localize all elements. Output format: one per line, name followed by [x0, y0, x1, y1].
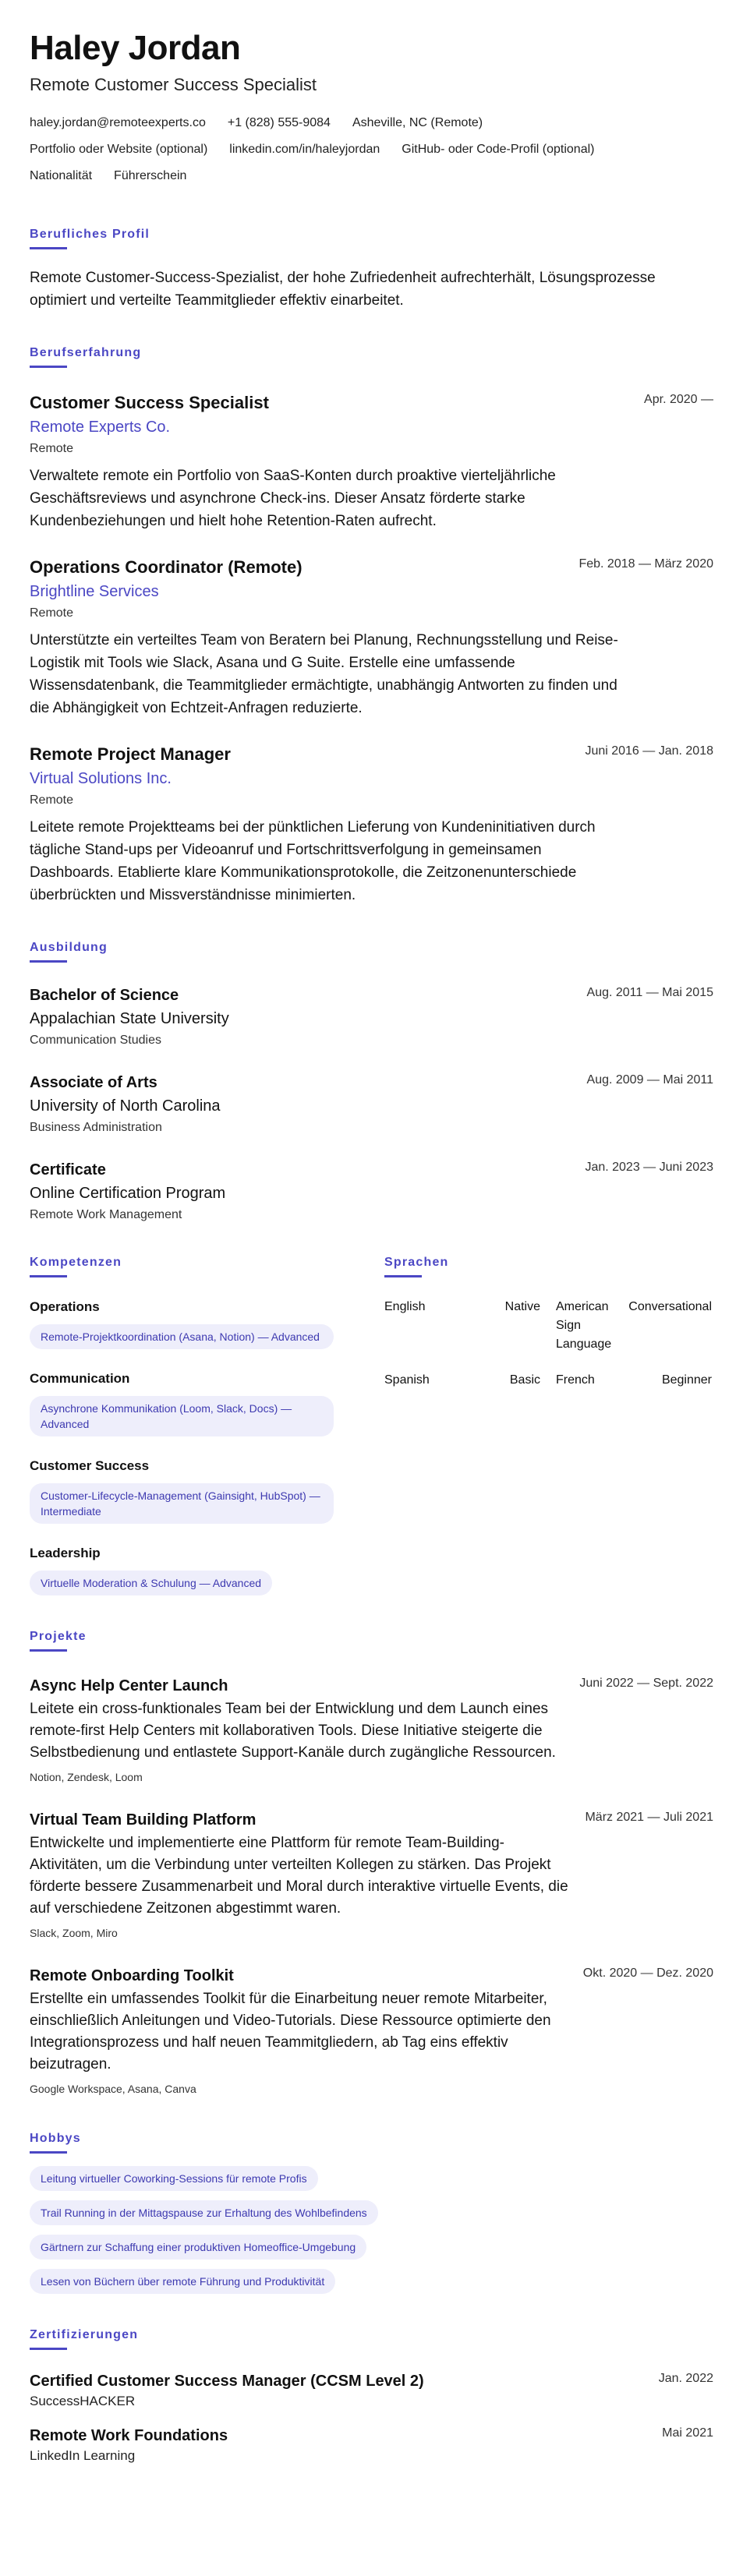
language-level: Native	[504, 1300, 540, 1313]
job-entry	[30, 391, 713, 532]
job-description: Verwaltete remote ein Portfolio von SaaS-Konten durch proaktive vierteljährliche Geschäftsreviews und asynchrone Check-ins. Dieser Ansatz förderte starke Kundenbeziehungen und hielt hohe Retention-Raten aufrecht.	[30, 468, 556, 529]
skill-group-title: Operations	[30, 1299, 100, 1314]
skill-tag: Customer-Lifecycle-Management (Gainsight, HubSpot) — Intermediate	[30, 1483, 334, 1524]
candidate-headline: Remote Customer Success Specialist	[30, 75, 317, 94]
contact-row-primary	[30, 114, 713, 140]
languages-grid	[384, 1298, 712, 1407]
project-description: Entwickelte und implementierte eine Plattform für remote Team-Building-Aktivitäten, um die Verbindung unter verteilten Kollegen zu stärken. Das Projekt förderte bessere Zusammenarbeit und Moral durch interaktive virtuelle Events, die auf verschiedene Zeitzonen abgestimmt waren.	[30, 1835, 568, 1917]
certifications-section	[30, 2328, 713, 2465]
project-description: Erstellte ein umfassendes Toolkit für die Einarbeitung neuer remote Mitarbeiter, einschließlich Anleitungen und Video-Tutorials. Diese Ressource optimierte den Integrationsprozess und half neuen Teammitgliedern, ab Tag eins effektiv beizutragen.	[30, 1991, 551, 2072]
project-tools: Notion, Zendesk, Loom	[30, 1771, 143, 1783]
language-name: English	[384, 1300, 426, 1313]
skill-group	[30, 1457, 353, 1524]
hobbies-section-title: Hobbys	[30, 2132, 81, 2154]
certification-entry	[30, 2425, 713, 2465]
job-description: Leitete remote Projektteams bei der pünktlichen Lieferung von Kundeninitiativen durch tägliche Stand-ups per Videoanruf und Fortschrittsverfolgung in gemeinsamen Dashboards. Etablierte klare Kommunikationsprotokolle, die Zeitzonenunterschiede überbrückten und Missverständnisse minimierten.	[30, 819, 596, 903]
education-entry	[30, 1072, 713, 1137]
hobby-tag: Gärtnern zur Schaffung einer produktiven Homeoffice-Umgebung	[30, 2235, 366, 2260]
project-title: Virtual Team Building Platform	[30, 1811, 257, 1829]
contact-portfolio[interactable]: Portfolio oder Website (optional)	[30, 143, 208, 156]
contact-license: Führerschein	[114, 169, 187, 182]
education-field: Business Administration	[30, 1121, 162, 1134]
job-company: Virtual Solutions Inc.	[30, 770, 172, 787]
education-date: Aug. 2009 — Mai 2011	[586, 1073, 713, 1087]
project-title: Remote Onboarding Toolkit	[30, 1967, 234, 1984]
job-description: Unterstützte ein verteiltes Team von Beratern bei Planung, Rechnungsstellung und Reise-Logistik mit Tools wie Slack, Asana und G Suite. Erstelle eine umfassende Wissensdatenbank, die Teammitglieder ermächtigte, unabhängig Antworten zu finden und die Abhängigkeit von Echtzeit-Anfragen reduzierte.	[30, 632, 618, 716]
contact-nationality: Nationalität	[30, 169, 93, 182]
project-title: Async Help Center Launch	[30, 1677, 228, 1694]
project-entry	[30, 1675, 713, 1786]
job-title: Operations Coordinator (Remote)	[30, 557, 303, 577]
certification-entry	[30, 2370, 713, 2411]
profile-section-title: Berufliches Profil	[30, 228, 150, 249]
project-tools: Google Workspace, Asana, Canva	[30, 2083, 196, 2095]
education-section	[30, 941, 713, 1224]
education-degree: Bachelor of Science	[30, 987, 179, 1004]
skill-tag: Virtuelle Moderation & Schulung — Advanced	[30, 1571, 272, 1595]
profile-summary: Remote Customer-Success-Spezialist, der hohe Zufriedenheit aufrechterhält, Lösungsprozesse optimiert und verteilte Teammitglieder effektiv einarbeitet.	[30, 270, 656, 309]
skills-section-title: Kompetenzen	[30, 1256, 122, 1277]
language-level: Beginner	[661, 1373, 712, 1387]
project-description: Leitete ein cross-funktionales Team bei der Entwicklung und dem Launch eines remote-first Help Centers mit kollaborativen Tools. Diese Initiative steigerte die Selbstbedienung und entlastete Support-Kanäle durch zugängliche Ressourcen.	[30, 1701, 556, 1761]
education-school: Appalachian State University	[30, 1010, 229, 1027]
skill-group-title: Communication	[30, 1371, 130, 1386]
certification-date: Mai 2021	[662, 2426, 713, 2440]
contact-email[interactable]: haley.jordan@remoteexperts.co	[30, 116, 206, 129]
experience-section	[30, 346, 713, 906]
education-date: Aug. 2011 — Mai 2015	[586, 986, 713, 999]
job-company: Brightline Services	[30, 583, 159, 600]
skill-group-title: Leadership	[30, 1546, 101, 1560]
education-date: Jan. 2023 — Juni 2023	[585, 1161, 713, 1174]
skills-languages-row	[30, 1256, 713, 1595]
language-name: French	[556, 1373, 595, 1387]
job-company: Remote Experts Co.	[30, 419, 171, 436]
project-entry	[30, 1965, 713, 2097]
languages-section	[384, 1256, 712, 1595]
job-location: Remote	[30, 793, 74, 807]
certification-issuer: LinkedIn Learning	[30, 2448, 136, 2463]
skill-group	[30, 1544, 353, 1595]
certification-issuer: SuccessHACKER	[30, 2394, 136, 2408]
project-tools: Slack, Zoom, Miro	[30, 1927, 118, 1939]
job-date: Juni 2016 — Jan. 2018	[585, 744, 713, 758]
experience-section-title: Berufserfahrung	[30, 346, 141, 368]
skill-group-title: Customer Success	[30, 1458, 150, 1473]
job-title: Customer Success Specialist	[30, 393, 269, 412]
certification-name: Certified Customer Success Manager (CCSM Level 2)	[30, 2373, 424, 2390]
education-section-title: Ausbildung	[30, 941, 108, 963]
education-field: Remote Work Management	[30, 1208, 182, 1221]
resume-header	[30, 28, 713, 193]
language-name: American Sign Language	[556, 1300, 612, 1351]
skill-group	[30, 1369, 353, 1436]
contact-location: Asheville, NC (Remote)	[352, 116, 483, 129]
language-name: Spanish	[384, 1373, 430, 1387]
language-item	[556, 1298, 712, 1354]
hobby-tag: Leitung virtueller Coworking-Sessions für remote Profis	[30, 2166, 318, 2191]
education-school: University of North Carolina	[30, 1097, 221, 1115]
project-entry	[30, 1809, 713, 1942]
project-date: März 2021 — Juli 2021	[585, 1811, 713, 1824]
education-degree: Certificate	[30, 1161, 106, 1178]
hobbies-list	[30, 2166, 713, 2294]
education-field: Communication Studies	[30, 1034, 161, 1047]
candidate-name: Haley Jordan	[30, 29, 241, 67]
hobbies-section	[30, 2132, 713, 2294]
skill-tag: Remote-Projektkoordination (Asana, Notion) — Advanced	[30, 1324, 334, 1349]
education-entry	[30, 984, 713, 1050]
project-date: Okt. 2020 — Dez. 2020	[582, 1966, 713, 1980]
education-school: Online Certification Program	[30, 1185, 226, 1202]
job-entry	[30, 743, 713, 906]
contact-row-personal	[30, 167, 713, 193]
language-item	[556, 1371, 712, 1390]
contact-github[interactable]: GitHub- oder Code-Profil (optional)	[402, 143, 595, 156]
projects-section-title: Projekte	[30, 1630, 87, 1652]
profile-section	[30, 228, 713, 312]
hobby-tag: Lesen von Büchern über remote Führung und Produktivität	[30, 2269, 335, 2294]
certification-name: Remote Work Foundations	[30, 2427, 228, 2444]
language-item	[384, 1298, 540, 1354]
certification-date: Jan. 2022	[658, 2372, 713, 2385]
education-degree: Associate of Arts	[30, 1074, 157, 1091]
projects-section	[30, 1630, 713, 2097]
job-date: Feb. 2018 — März 2020	[578, 557, 713, 571]
project-date: Juni 2022 — Sept. 2022	[579, 1677, 713, 1690]
job-entry	[30, 556, 713, 719]
job-location: Remote	[30, 442, 74, 455]
contact-row-links	[30, 140, 713, 167]
contact-phone[interactable]: +1 (828) 555-9084	[227, 116, 331, 129]
job-title: Remote Project Manager	[30, 744, 231, 764]
languages-section-title: Sprachen	[384, 1256, 449, 1277]
skill-tag: Asynchrone Kommunikation (Loom, Slack, Docs) — Advanced	[30, 1396, 334, 1436]
skill-group	[30, 1298, 353, 1349]
education-entry	[30, 1159, 713, 1224]
language-level: Conversational	[628, 1300, 712, 1313]
certifications-section-title: Zertifizierungen	[30, 2328, 138, 2350]
language-level: Basic	[509, 1373, 540, 1387]
hobby-tag: Trail Running in der Mittagspause zur Erhaltung des Wohlbefindens	[30, 2200, 378, 2225]
contact-linkedin[interactable]: linkedin.com/in/haleyjordan	[229, 143, 380, 156]
language-item	[384, 1371, 540, 1390]
skills-section	[30, 1256, 353, 1595]
job-date: Apr. 2020 —	[644, 393, 713, 406]
job-location: Remote	[30, 606, 74, 620]
